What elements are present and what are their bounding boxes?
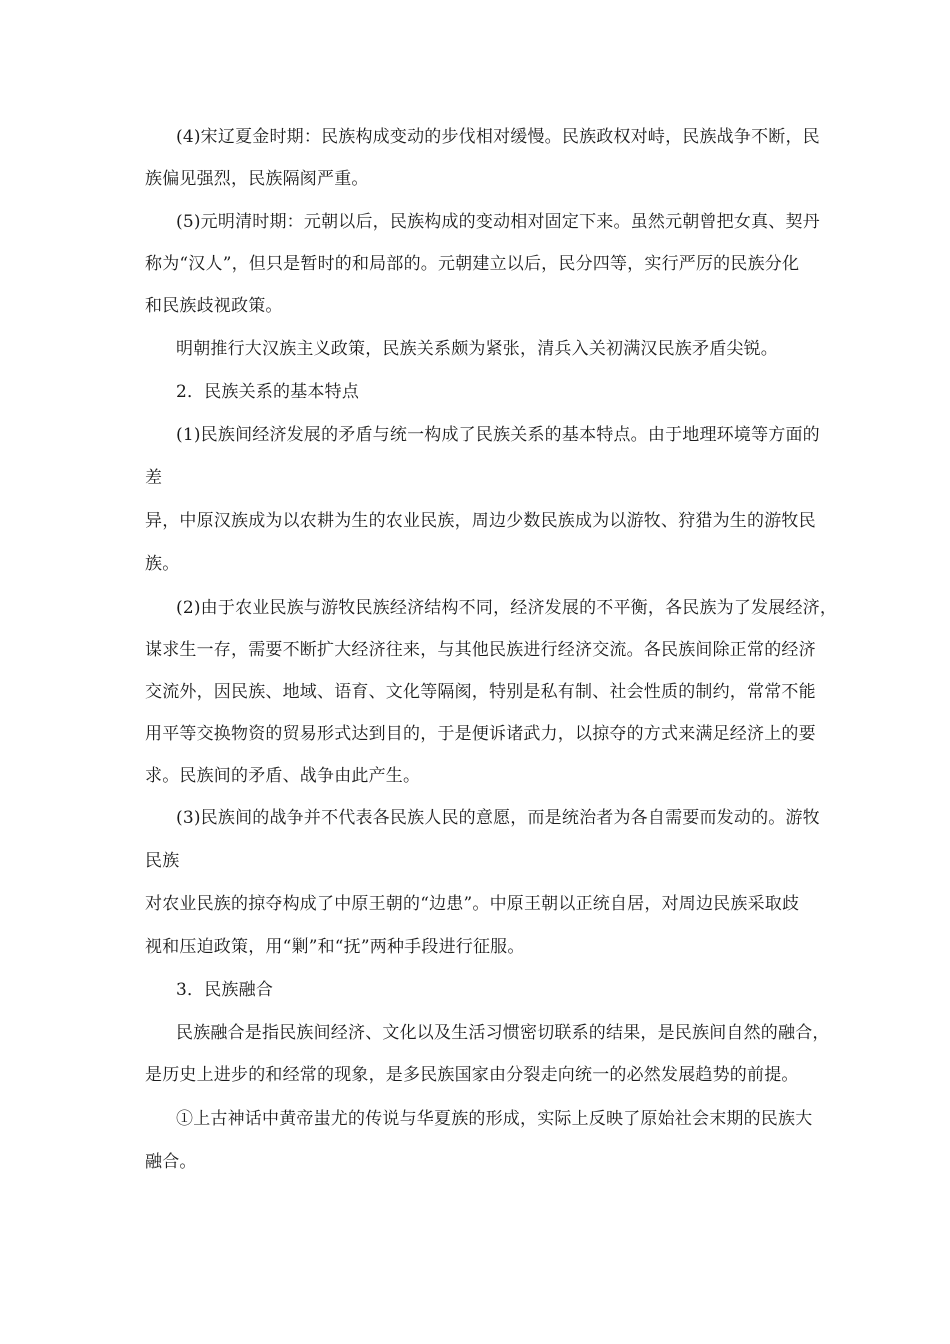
text-line: 民族融合是指民族间经济、文化以及生活习惯密切联系的结果，是民族间自然的融合， (176, 1023, 830, 1043)
text-line: 视和压迫政策，用“剿”和“抚”两种手段进行征服。 (145, 937, 525, 957)
text-line: 和民族歧视政策。 (145, 296, 283, 316)
text-line: 交流外，因民族、地域、语育、文化等隔阂，特别是私有制、社会性质的制约，常常不能 (145, 682, 816, 702)
text-line: 民族 (145, 851, 180, 871)
text-line: 明朝推行大汉族主义政策，民族关系颇为紧张，清兵入关初满汉民族矛盾尖锐。 (176, 339, 778, 359)
text-line: 差 (145, 468, 163, 488)
text-line: 融合。 (145, 1152, 197, 1172)
text-line: 族偏见强烈，民族隔阂严重。 (145, 169, 369, 189)
text-line: 谋求生一存，需要不断扩大经济往来，与其他民族进行经济交流。各民族间除正常的经济 (145, 640, 816, 660)
text-line: ①上古神话中黄帝蚩尤的传说与华夏族的形成，实际上反映了原始社会末期的民族大 (176, 1109, 813, 1129)
text-line: 是历史上进步的和经常的现象，是多民族国家由分裂走向统一的必然发展趋势的前提。 (145, 1065, 799, 1085)
text-line: (4)宋辽夏金时期：民族构成变动的步伐相对缓慢。民族政权对峙，民族战争不断，民 (176, 127, 820, 147)
text-line: (5)元明清时期：元朝以后，民族构成的变动相对固定下来。虽然元朝曾把女真、契丹 (176, 212, 820, 232)
section-heading: 2．民族关系的基本特点 (176, 382, 360, 402)
text-line: (3)民族间的战争并不代表各民族人民的意愿，而是统治者为各自需要而发动的。游牧 (176, 808, 820, 828)
text-line: 称为“汉人”，但只是暂时的和局部的。元朝建立以后，民分四等，实行严厉的民族分化 (145, 254, 800, 274)
text-line: 异，中原汉族成为以农耕为生的农业民族，周边少数民族成为以游牧、狩猎为生的游牧民 (145, 511, 816, 531)
section-heading: 3．民族融合 (176, 980, 274, 1000)
text-line: 求。民族间的矛盾、战争由此产生。 (145, 766, 421, 786)
text-line: (2)由于农业民族与游牧民族经济结构不同，经济发展的不平衡，各民族为了发展经济， (176, 598, 838, 618)
text-line: (1)民族间经济发展的矛盾与统一构成了民族关系的基本特点。由于地理环境等方面的 (176, 425, 820, 445)
text-line: 族。 (145, 554, 180, 574)
text-line: 用平等交换物资的贸易形式达到目的，于是便诉诸武力，以掠夺的方式来满足经济上的要 (145, 724, 816, 744)
text-line: 对农业民族的掠夺构成了中原王朝的“边患”。中原王朝以正统自居，对周边民族采取歧 (145, 894, 800, 914)
